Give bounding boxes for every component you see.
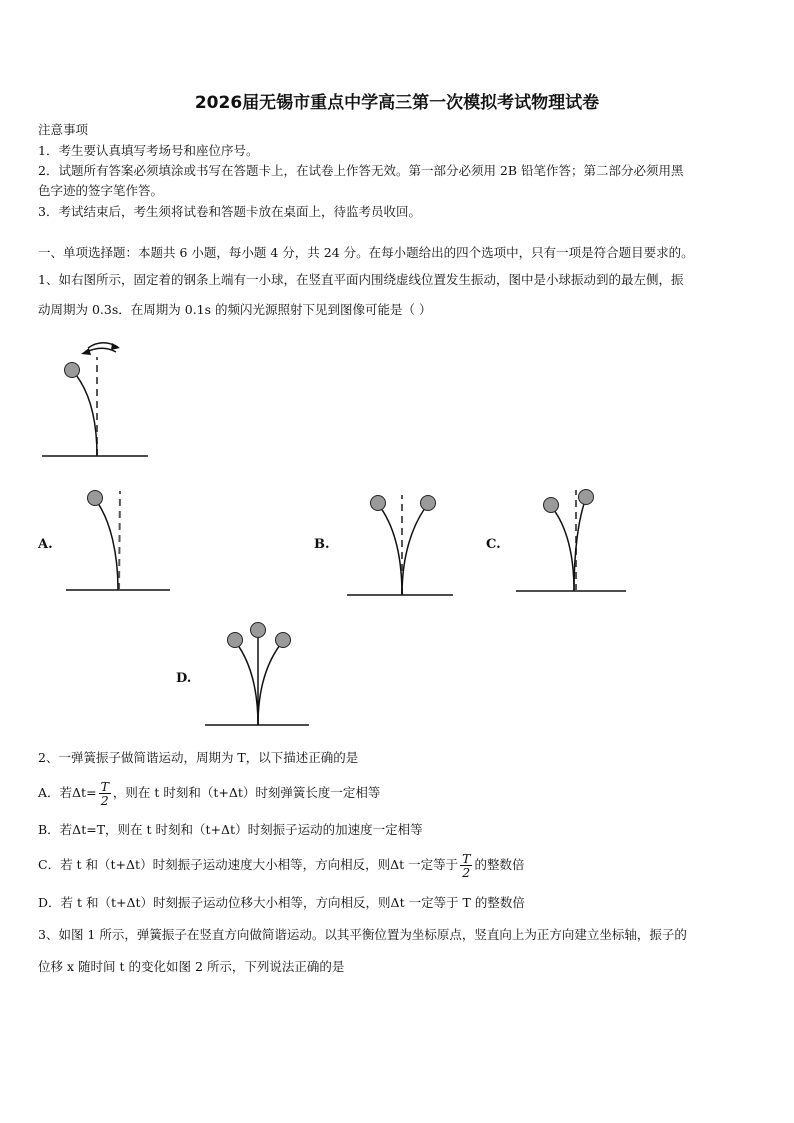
notice-item-1: 1．考生要认真填写考场号和座位序号。 <box>38 143 259 158</box>
notice-heading: 注意事项 <box>38 122 89 137</box>
q2-a-prefix: A．若Δt= <box>38 785 97 800</box>
option-a-figure[interactable] <box>64 485 174 595</box>
question-2-option-b[interactable]: B．若Δt=T，则在 t 时刻和（t+Δt）时刻振子运动的加速度一定相等 <box>38 822 423 837</box>
steel-strip <box>72 370 97 456</box>
option-d-figure[interactable] <box>203 620 313 730</box>
question-1-line-1: 1、如右图所示，固定着的钢条上端有一小球，在竖直平面内围绕虚线位置发生振动，图中是小球振动到的最左侧，振 <box>38 272 684 287</box>
option-c-label[interactable]: C. <box>486 537 501 552</box>
option-d-label[interactable]: D. <box>176 671 192 686</box>
q2-a-suffix: ，则在 t 时刻和（t+Δt）时刻弹簧长度一定相等 <box>112 785 381 800</box>
fraction-t-over-2: $\frac{T}{2}$ <box>100 779 109 808</box>
question-3-line-2: 位移 x 随时间 t 的变化如图 2 所示，下列说法正确的是 <box>38 959 345 974</box>
question-2-option-a[interactable] <box>38 778 380 808</box>
question-2-stem: 2、一弹簧振子做简谐运动，周期为 T，以下描述正确的是 <box>38 750 359 765</box>
question-3-line-1: 3、如图 1 所示，弹簧振子在竖直方向做简谐运动。以其平衡位置为坐标原点，竖直向上为正方向建立坐标轴，振子的 <box>38 927 687 942</box>
option-c-figure[interactable] <box>514 484 628 596</box>
q2-c-suffix: 的整数倍 <box>474 857 525 872</box>
arrow-bottom-head <box>81 348 91 355</box>
option-b-figure[interactable] <box>345 488 455 600</box>
ball <box>65 363 80 378</box>
fraction-t-over-2: $\frac{T}{2}$ <box>462 851 471 880</box>
section-1-heading: 一、单项选择题：本题共 6 小题，每小题 4 分，共 24 分。在每小题给出的四个选项中，只有一项是符合题目要求的。 <box>38 245 694 260</box>
q2-c-prefix: C．若 t 和（t+Δt）时刻振子运动速度大小相等，方向相反，则Δt 一定等于 <box>38 857 459 872</box>
q1-main-figure <box>40 335 152 460</box>
option-b-label[interactable]: B. <box>314 537 330 552</box>
arrow-top-head <box>111 343 120 350</box>
question-2-option-d[interactable]: D．若 t 和（t+Δt）时刻振子运动位移大小相等，方向相反，则Δt 一定等于 T 的整数倍 <box>38 895 525 910</box>
notice-item-2-cont: 色字迹的签字笔作答。 <box>38 183 164 198</box>
question-2-option-c[interactable] <box>38 850 524 880</box>
question-1-line-2: 动周期为 0.3s．在周期为 0.1s 的频闪光源照射下见到图像可能是（ ） <box>38 302 432 317</box>
notice-item-2: 2．试题所有答案必须填涂或书写在答题卡上，在试卷上作答无效。第一部分必须用 2B 铅笔作答；第二部分必须用黑 <box>38 163 684 178</box>
exam-title: 2026届无锡市重点中学高三第一次模拟考试物理试卷 <box>194 93 600 113</box>
option-a-label[interactable]: A. <box>38 537 53 552</box>
notice-item-3: 3．考试结束后，考生须将试卷和答题卡放在桌面上，待监考员收回。 <box>38 204 421 219</box>
